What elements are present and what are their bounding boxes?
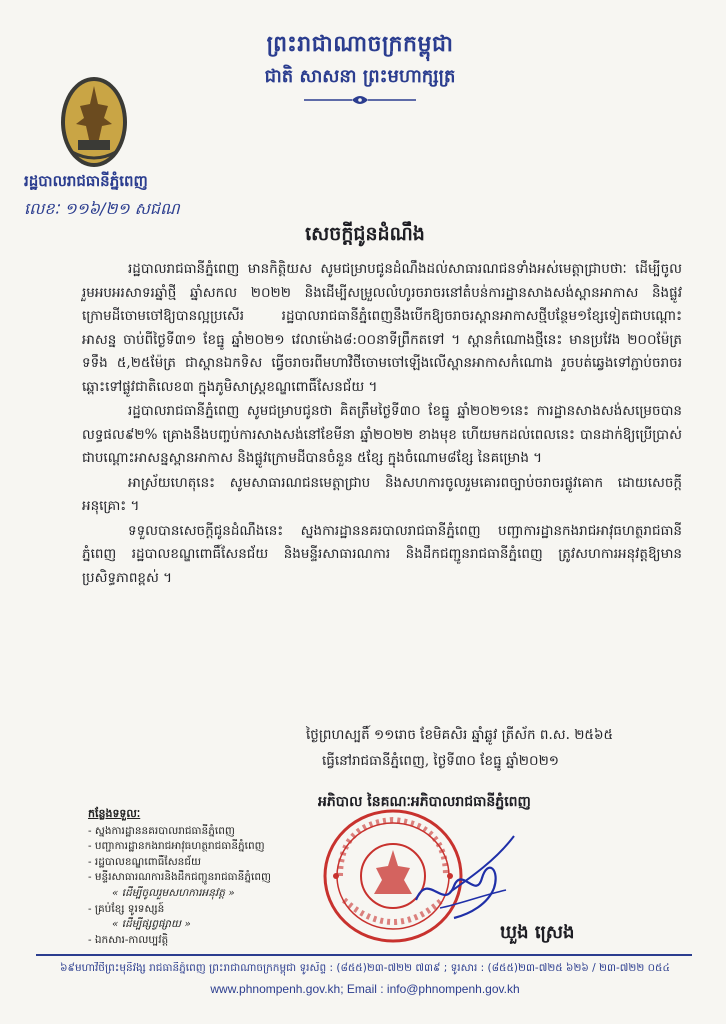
list-item: - ឯកសារ-កាលប្បវត្តិ: [88, 933, 169, 946]
reference-number: លេខៈ ១១៦/២១ សជណ: [24, 199, 180, 218]
national-motto: ជាតិ សាសនា ព្រះមហាក្សត្រ: [264, 66, 456, 87]
paragraph: ទទួលបានសេចក្តីជូនដំណឹងនេះ ស្នងការដ្ឋាននគរបាលរាជធានីភ្នំពេញ បញ្ជាការដ្ឋានកងរាជអាវុធហត្ថរាជធានីភ្នំពេញ រដ្ឋបាលខណ្ឌពោធិ៍សែនជ័យ និងមន្ទីរសាធារណការ និងដឹកជញ្ជូនរាជធានីភ្នំពេញ ត្រូវសហការអនុវត្តឱ្យមានប្រសិទ្ធភាពខ្ពស់ ។: [82, 522, 682, 586]
signer-name: ឃួង ស្រេង: [500, 922, 575, 943]
list-item: - បញ្ជាការដ្ឋានកងរាជអាវុធហត្ថរាជធានីភ្នំពេញ: [88, 840, 265, 853]
footer-contact-link[interactable]: www.phnompenh.gov.kh; Email : info@phnompenh.gov.kh: [210, 982, 520, 996]
recipients-list: [88, 806, 318, 948]
paragraph: អាស្រ័យហេតុនេះ សូមសាធារណជនមេត្តាជ្រាប និងសហការចូលរួមគោរពច្បាប់ចរាចរផ្លូវគោក ដោយសេចក្តីអនុគ្រោះ ។: [82, 474, 682, 514]
signer-title: អភិបាល នៃគណៈអភិបាលរាជធានីភ្នំពេញ: [318, 794, 531, 810]
issuing-office: រដ្ឋបាលរាជធានីភ្នំពេញ: [24, 172, 148, 190]
paragraph: រដ្ឋបាលរាជធានីភ្នំពេញ មានកិត្តិយស សូមជម្រាបជូនដំណឹងដល់សាធារណជនទាំងអស់មេត្តាជ្រាបថាៈ ដើម្បីចូលរួមអបអរសាទរឆ្នាំថ្មី ឆ្នាំសកល ២០២២ និងដើម្បីសម្រួលលំហូរចរាចរនៅតំបន់ការដ្ឋានសាងសង់ស្ពានអាកាស និងផ្លូវក្រោមដីចោមចៅឱ្យបានល្អប្រសើរ រដ្ឋបាលរាជធានីភ្នំពេញនឹងបើកឱ្យចរាចរស្ពានអាកាសថ្មីបន្ថែម១ខ្សែទៀតជាបណ្តោះអាសន្ន ចាប់ពីថ្ងៃទី៣១ ខែធ្នូ ឆ្នាំ២០២១ វេលាម៉ោង៨:០០នាទីព្រឹកតទៅ ។ ស្ពានកំណោងថ្មីនេះ មានប្រវែង ២០០ម៉ែត្រ ទទឹង ៥,២៥ម៉ែត្រ ជាស្ពានឯកទិស ធ្វើចរាចរពីមហាវិថីចោមចៅឡើងលើស្ពានអាកាសកំណោង រួចបត់ឆ្វេងទៅភ្ជាប់ចរាចរឆ្ពោះទៅផ្លូវជាតិលេខ៣ ក្នុងភូមិសាស្ត្រខណ្ឌពោធិ៍សែនជ័យ ។: [82, 261, 682, 395]
paragraph: រដ្ឋបាលរាជធានីភ្នំពេញ សូមជម្រាបជូនថា គិតត្រឹមថ្ងៃទី៣០ ខែធ្នូ ឆ្នាំ២០២១នេះ ការដ្ឋានសាងសង់សម្រេចបានលទ្ធផល៩២% គ្រោងនឹងបញ្ចប់ការសាងសង់នៅខែមីនា ឆ្នាំ២០២២ ខាងមុខ ហើយមកដល់ពេលនេះ បានដាក់ឱ្យប្រើប្រាស់ជាបណ្តោះអាសន្នស្ពានអាកាស និងផ្លូវក្រោមដីបានចំនួន ៥ខ្សែ ក្នុងចំណោម៨ខ្សែ នៃគម្រោង ។: [82, 403, 682, 466]
notice-body: [82, 258, 682, 591]
handwritten-signature-icon: [410, 830, 520, 925]
recipients-heading: កន្លែងទទួលៈ: [88, 807, 141, 820]
list-item: - ស្នងការដ្ឋាននគរបាលរាជធានីភ្នំពេញ: [88, 824, 235, 837]
document-title: សេចក្តីជូនដំណឹង: [305, 223, 425, 245]
footer-divider: [36, 954, 692, 956]
ornament-divider-icon: [300, 92, 420, 108]
lunar-date: ថ្ងៃព្រហស្បតិ៍ ១១រោច ខែមិគសិរ ឆ្នាំឆ្លូវ ត្រីស័ក ព.ស. ២៥៦៥: [306, 727, 614, 743]
city-emblem-icon: [58, 74, 130, 170]
list-item: - មន្ទីរសាធារណការនិងដឹកជញ្ជូនរាជធានីភ្នំពេញ: [88, 871, 271, 884]
kingdom-heading: ព្រះរាជាណាចក្រកម្ពុជា: [266, 31, 454, 57]
footer-address: ៦៩មហាវិថីព្រះមុនីវង្ស រាជធានីភ្នំពេញ ព្រះរាជាណាចក្រកម្ពុជា ទូរស័ព្ទ : (៨៥៥)២៣-៧២២ ៧៣៩ ; ទូរសារ : (៨៥៥)២៣-៧២៥ ៦២៦ / ២៣-៧២២ ០៥៤: [60, 962, 670, 974]
list-item: - រដ្ឋបាលខណ្ឌពោធិ៍សែនជ័យ: [88, 855, 202, 868]
list-item: - គ្រប់ខ្សែ ទូរទស្សន៍: [88, 902, 165, 915]
list-note: « ដើម្បីផ្សព្វផ្សាយ »: [112, 918, 191, 931]
solar-date: ធ្វើនៅរាជធានីភ្នំពេញ, ថ្ងៃទី៣០ ខែធ្នូ ឆ្នាំ២០២១: [322, 753, 560, 769]
list-note: « ដើម្បីចូលរួមសហការអនុវត្ត »: [112, 886, 235, 899]
